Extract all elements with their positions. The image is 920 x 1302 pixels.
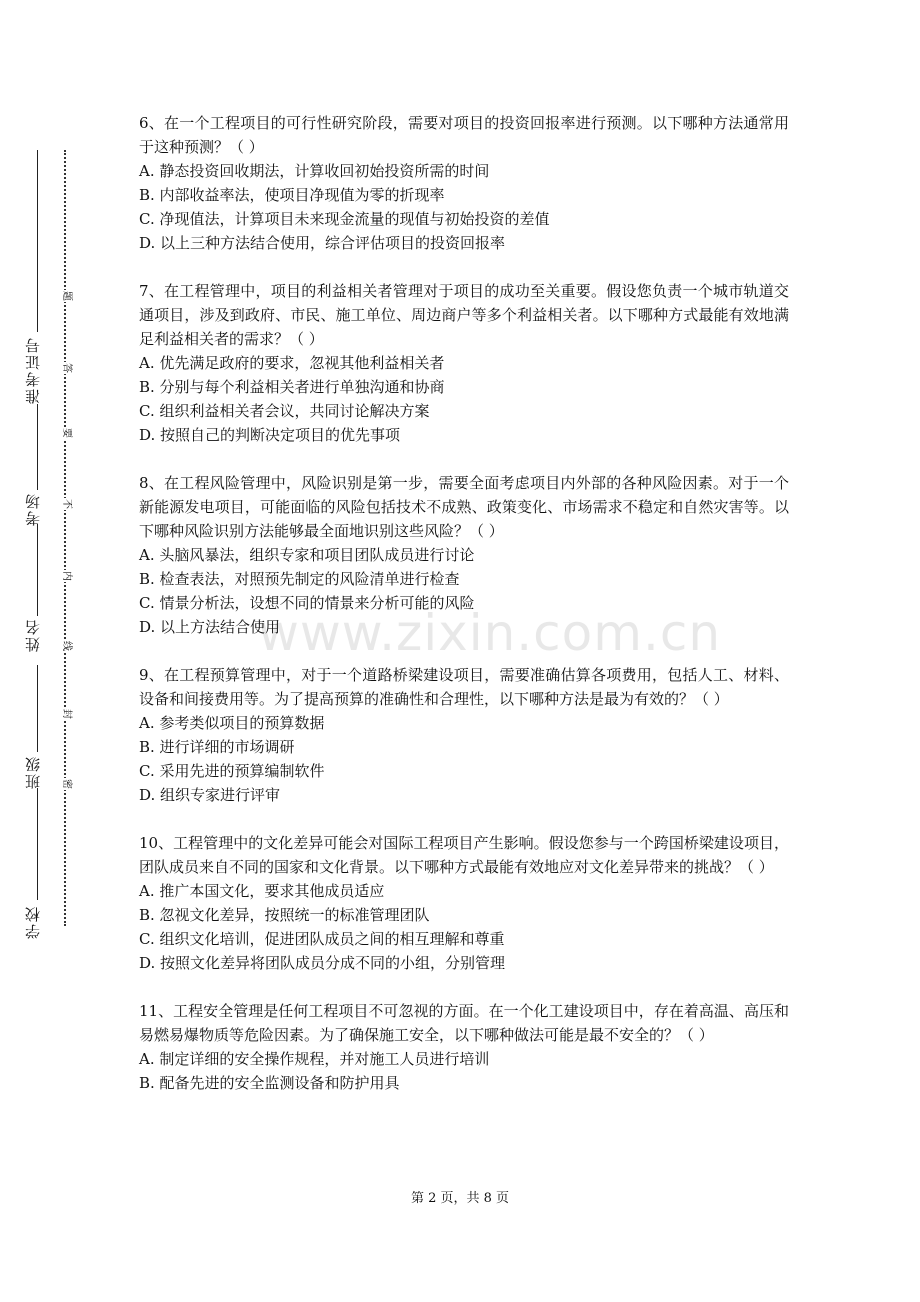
seal-char: 题 bbox=[61, 291, 72, 301]
question-9 bbox=[139, 663, 789, 807]
seal-char: 密 bbox=[61, 779, 72, 789]
option-a: A. 头脑风暴法，组织专家和项目团队成员进行讨论 bbox=[139, 546, 475, 564]
field-line-room bbox=[37, 404, 38, 490]
field-line-class bbox=[37, 665, 38, 752]
question-stem: 11、工程安全管理是任何工程项目不可忽视的方面。在一个化工建设项目中，存在着高温、高压和易燃易爆物质等危险因素。为了确保施工安全，以下哪种做法可能是最不安全的？（ ） bbox=[139, 1002, 789, 1044]
question-8 bbox=[139, 471, 789, 639]
question-stem: 10、工程管理中的文化差异可能会对国际工程项目产生影响。假设您参与一个跨国桥梁建设项目，团队成员来自不同的国家和文化背景。以下哪种方式最能有效地应对文化差异带来的挑战？（ ） bbox=[139, 834, 789, 876]
option-d: D. 以上三种方法结合使用，综合评估项目的投资回报率 bbox=[139, 234, 506, 252]
option-c: C. 组织利益相关者会议，共同讨论解决方案 bbox=[139, 402, 430, 420]
option-d: D. 组织专家进行评审 bbox=[139, 786, 281, 804]
option-a: A. 参考类似项目的预算数据 bbox=[139, 714, 325, 732]
seal-char: 答 bbox=[61, 363, 72, 373]
seal-char: 要 bbox=[61, 428, 72, 438]
field-line-school bbox=[37, 788, 38, 900]
question-list bbox=[139, 111, 789, 1119]
question-11 bbox=[139, 999, 789, 1095]
option-d: D. 按照自己的判断决定项目的优先事项 bbox=[139, 426, 401, 444]
seal-char: 封 bbox=[61, 709, 72, 719]
option-b: B. 配备先进的安全监测设备和防护用具 bbox=[139, 1074, 400, 1092]
option-b: B. 内部收益率法，使项目净现值为零的折现率 bbox=[139, 186, 445, 204]
seal-char: 内 bbox=[61, 571, 72, 581]
option-c: C. 净现值法，计算项目未来现金流量的现值与初始投资的差值 bbox=[139, 210, 550, 228]
option-a: A. 优先满足政府的要求，忽视其他利益相关者 bbox=[139, 354, 445, 372]
option-c: C. 情景分析法，设想不同的情景来分析可能的风险 bbox=[139, 594, 475, 612]
option-a: A. 静态投资回收期法，计算收回初始投资所需的时间 bbox=[139, 162, 490, 180]
watermark-text: www.zixin.com.cn bbox=[258, 604, 722, 662]
seal-dotted-line bbox=[64, 150, 66, 926]
question-stem: 8、在工程风险管理中，风险识别是第一步，需要全面考虑项目内外部的各种风险因素。对于一个新能源发电项目，可能面临的风险包括技术不成熟、政策变化、市场需求不稳定和自然灾害等。以下哪种风险识别方法能够最全面地识别这些风险？（ ） bbox=[139, 474, 789, 540]
option-b: B. 忽视文化差异，按照统一的标准管理团队 bbox=[139, 906, 430, 924]
field-label-class: 班级 bbox=[24, 755, 42, 789]
question-6 bbox=[139, 111, 789, 255]
option-d: D. 以上方法结合使用 bbox=[139, 618, 281, 636]
field-label-room: 考场 bbox=[24, 492, 42, 526]
field-line-admission bbox=[37, 150, 38, 332]
option-b: B. 分别与每个利益相关者进行单独沟通和协商 bbox=[139, 378, 445, 396]
option-a: A. 推广本国文化，要求其他成员适应 bbox=[139, 882, 385, 900]
field-label-name: 姓名 bbox=[24, 618, 42, 652]
question-10 bbox=[139, 831, 789, 975]
option-b: B. 进行详细的市场调研 bbox=[139, 738, 295, 756]
question-7 bbox=[139, 279, 789, 447]
option-a: A. 制定详细的安全操作规程，并对施工人员进行培训 bbox=[139, 1050, 490, 1068]
field-line-name bbox=[37, 524, 38, 616]
option-b: B. 检查表法，对照预先制定的风险清单进行检查 bbox=[139, 570, 460, 588]
field-label-admission: 准考证号 bbox=[24, 336, 42, 404]
question-stem: 6、在一个工程项目的可行性研究阶段，需要对项目的投资回报率进行预测。以下哪种方法通常用于这种预测？（ ） bbox=[139, 114, 789, 156]
question-stem: 9、在工程预算管理中，对于一个道路桥梁建设项目，需要准确估算各项费用，包括人工、材料、设备和间接费用等。为了提高预算的准确性和合理性，以下哪种方法是最为有效的？（ ） bbox=[139, 666, 789, 708]
seal-char: 不 bbox=[61, 499, 72, 509]
option-c: C. 采用先进的预算编制软件 bbox=[139, 762, 325, 780]
binding-margin bbox=[0, 0, 120, 1302]
seal-char: 线 bbox=[61, 641, 72, 651]
field-label-school: 学校 bbox=[24, 905, 42, 939]
option-c: C. 组织文化培训，促进团队成员之间的相互理解和尊重 bbox=[139, 930, 505, 948]
question-stem: 7、在工程管理中，项目的利益相关者管理对于项目的成功至关重要。假设您负责一个城市轨道交通项目，涉及到政府、市民、施工单位、周边商户等多个利益相关者。以下哪种方式最能有效地满足利益相关者的需求？（ ） bbox=[139, 282, 789, 348]
page-number: 第 2 页，共 8 页 bbox=[410, 1191, 510, 1206]
option-d: D. 按照文化差异将团队成员分成不同的小组，分别管理 bbox=[139, 954, 506, 972]
